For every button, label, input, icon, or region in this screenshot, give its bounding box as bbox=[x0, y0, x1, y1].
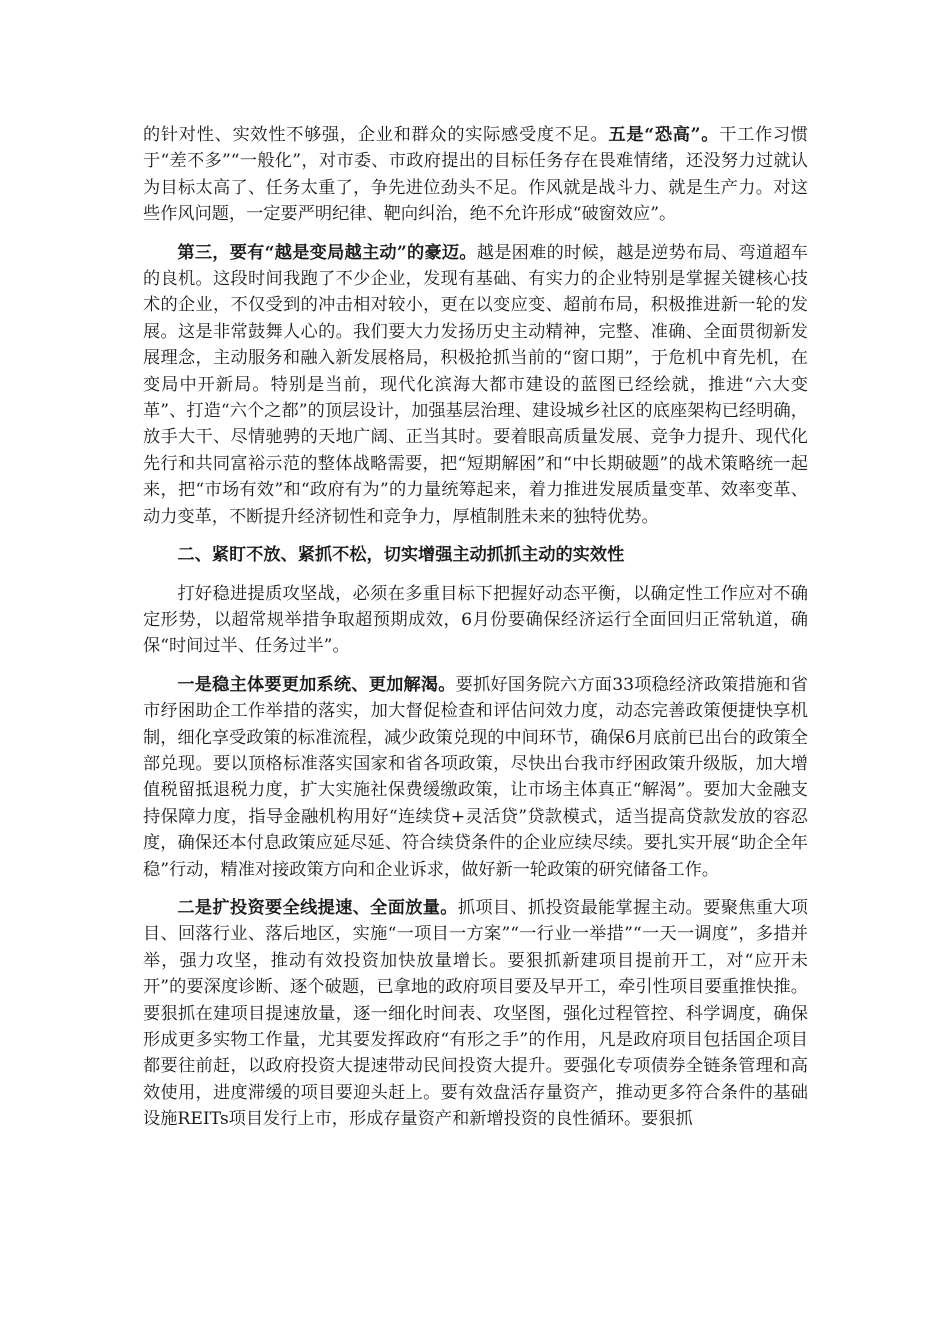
section-heading-two: 二、紧盯不放、紧抓不松，切实增强主动抓抓主动的实效性 bbox=[177, 545, 625, 566]
paragraph-lead: 二是扩投资要全线提速、全面放量。 bbox=[177, 897, 458, 918]
paragraph-stabilize-intro: 打好稳进提质攻坚战，必须在多重目标下把握好动态平衡，以确定性工作应对不确定形势，以超常规举措争取超预期成效，6月份要确保经济运行全面回归正常轨道，确保“时间过半、任务过半”。 bbox=[143, 583, 808, 657]
paragraph-text: 的针对性、实效性不够强，企业和群众的实际感受度不足。 bbox=[143, 125, 609, 145]
paragraph-text: 抓项目、抓投资最能掌握主动。要聚焦重大项目、回落行业、落后地区，实施“一项目一方案”“一行业一举措”“一天一调度”，多措并举，强力攻坚，推动有效投资加快放量增长。要狠抓新建项目提前开工，对“应开未开”的要深度诊断、逐个破题，已拿地的政府项目要及早开工，牵引性项目要重推快推。要狠抓在建项目提速放量，逐一细化时间表、攻坚图，强化过程管控、科学调度，确保形成更多实物工作量，尤其要发挥政府“有形之手”的作用，凡是政府项目包括国企项目都要往前赶，以政府投资大提速带动民间投资大提升。要强化专项债券全链条管理和高效使用，进度滞缓的项目要迎头赶上。要有效盘活存量资产，推动更多符合条件的基础设施REITs项目发行上市，形成存量资产和新增投资的良性循环。要狠抓 bbox=[143, 897, 808, 1130]
paragraph-text: 要抓好国务院六方面33项稳经济政策措施和省市纾困助企工作举措的落实，加大督促检查和评估问效力度，动态完善政策便捷快享机制，细化享受政策的标准流程，减少政策兑现的中间环节，确保6月底前已出台的政策全部兑现。要以顶格标准落实国家和省各项政策，尽快出台我市纾困政策升级版，加大增值税留抵退税力度，扩大实施社保费缓缴政策，让市场主体真正“解渴”。要加大金融支持保障力度，指导金融机构用好“连续贷+灵活贷”贷款模式，适当提高贷款发放的容忍度，确保还本付息政策应延尽延、符合续贷条件的企业应续尽续。要扎实开展“助企全年稳”行动，精准对接政策方向和企业诉求，做好新一轮政策的研究储备工作。 bbox=[143, 674, 808, 880]
paragraph-lead: 五是“恐高”。 bbox=[608, 125, 720, 145]
document-body bbox=[143, 122, 808, 1145]
paragraph-lead: 第三，要有“越是变局越主动”的豪迈。 bbox=[177, 242, 477, 263]
paragraph-text: 越是困难的时候，越是逆势布局、弯道超车的良机。这段时间我跑了不少企业，发现有基础、有实力的企业特别是掌握关键核心技术的企业，不仅受到的冲击相对较小，更在以变应变、超前布局，积极推进新一轮的发展。这是非常鼓舞人心的。我们要大力发扬历史主动精神，完整、准确、全面贯彻新发展理念，主动服务和融入新发展格局，积极抢抓当前的“窗口期”，于危机中育先机，在变局中开新局。特别是当前，现代化滨海大都市建设的蓝图已经绘就，推进“六大变革”、打造“六个之都”的顶层设计，加强基层治理、建设城乡社区的底座架构已经明确，放手大干、尽情驰骋的天地广阔、正当其时。要着眼高质量发展、竞争力提升、现代化先行和共同富裕示范的整体战略需要，把“短期解困”和“中长期破题”的战术策略统一起来，把“市场有效”和“政府有为”的力量统筹起来，着力推进发展质量变革、效率变革、动力变革，不断提升经济韧性和竞争力，厚植制胜未来的独特优势。 bbox=[143, 242, 808, 527]
paragraph-five-fear-of-heights bbox=[143, 122, 808, 228]
paragraph-third-initiative bbox=[143, 240, 808, 530]
paragraph-lead: 一是稳主体要更加系统、更加解渴。 bbox=[177, 674, 456, 695]
paragraph-expand-investment bbox=[143, 895, 808, 1133]
paragraph-text: 干工作习惯于“差不多”“一般化”，对市委、市政府提出的目标任务存在畏难情绪，还没努力过就认为目标太高了、任务太重了，争先进位劲头不足。作风就是战斗力、就是生产力。对这些作风问题，一定要严明纪律、靶向纠治，绝不允许形成“破窗效应”。 bbox=[143, 125, 808, 225]
paragraph-stabilize-entities bbox=[143, 672, 808, 883]
